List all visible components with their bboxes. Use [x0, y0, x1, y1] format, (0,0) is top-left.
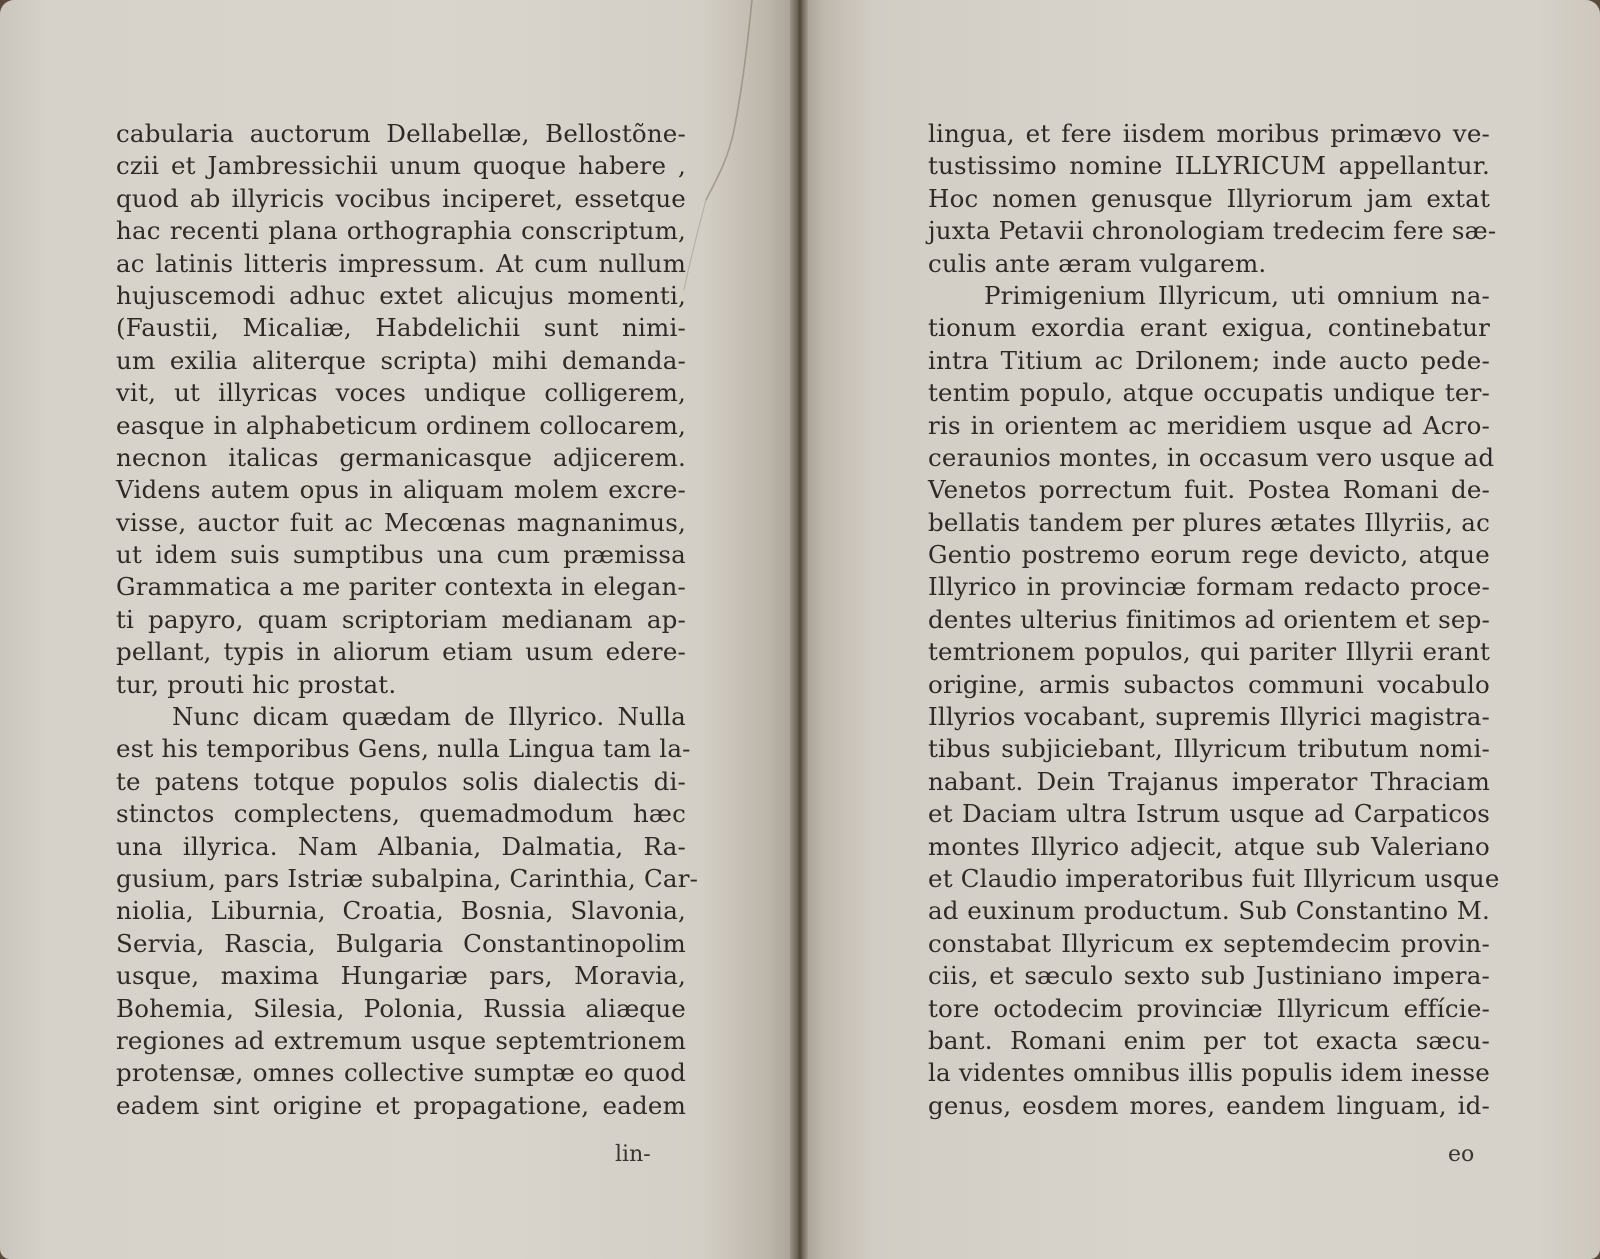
- text-line: una illyrica. Nam Albania, Dalmatia, Ra-: [116, 831, 686, 861]
- text-line: ad euxinum productum. Sub Constantino M.: [928, 896, 1490, 926]
- text-line: stinctos complectens, quemadmodum hæc: [116, 799, 686, 829]
- text-line: temtrionem populos, qui pariter Illyrii erant: [928, 637, 1490, 667]
- right-text-column: [928, 118, 1500, 1122]
- text-line: usque, maxima Hungariæ pars, Moravia,: [116, 961, 686, 991]
- text-line: Gentio postremo eorum rege devicto, atque: [928, 540, 1490, 570]
- left-catchword: lin-: [615, 1142, 651, 1167]
- text-line: nabant. Dein Trajanus imperator Thraciam: [928, 766, 1490, 796]
- text-line: regiones ad extremum usque septemtrionem: [116, 1025, 686, 1055]
- text-line: genus, eosdem mores, eandem linguam, id-: [928, 1090, 1490, 1120]
- text-line: Grammatica a me pariter contexta in elegan-: [116, 572, 686, 602]
- text-line: visse, auctor fuit ac Mecœnas magnanimus,: [116, 507, 686, 537]
- text-line: cabularia auctorum Dellabellæ, Bellostõne-: [116, 119, 686, 148]
- right-catchword: eo: [1448, 1142, 1475, 1167]
- text-line: et Daciam ultra Istrum usque ad Carpaticos: [928, 799, 1490, 829]
- text-line: tur, prouti hic prostat.: [116, 669, 397, 699]
- text-line: bellatis tandem per plures ætates Illyriis, ac: [928, 507, 1490, 537]
- text-line: montes Illyrico adjecit, atque sub Valeriano: [928, 831, 1490, 861]
- text-line: intra Titium ac Drilonem; inde aucto pede-: [928, 345, 1490, 375]
- text-line: ciis, et sæculo sexto sub Justiniano impera-: [928, 961, 1490, 991]
- text-line: necnon italicas germanicasque adjicerem.: [116, 442, 686, 472]
- left-page: [0, 0, 798, 1259]
- text-line: tentim populo, atque occupatis undique ter-: [928, 378, 1490, 408]
- text-line: et Claudio imperatoribus fuit Illyricum usque: [928, 863, 1500, 893]
- text-line: la videntes omnibus illis populis idem inesse: [928, 1058, 1490, 1088]
- left-text-column: [116, 118, 699, 1122]
- text-line: ac latinis litteris impressum. At cum nullum: [116, 248, 686, 278]
- text-line: Illyrios vocabant, supremis Illyrici magistra-: [928, 702, 1490, 732]
- text-line: culis ante æram vulgarem.: [928, 248, 1267, 278]
- text-line: Hoc nomen genusque Illyriorum jam extat: [928, 183, 1490, 213]
- text-line: Illyrico in provinciæ formam redacto proce-: [928, 572, 1490, 602]
- text-line: dentes ulterius finitimos ad orientem et sep-: [928, 604, 1490, 634]
- text-line: Bohemia, Silesia, Polonia, Russia aliæque: [116, 993, 686, 1023]
- text-line: vit, ut illyricas voces undique colligerem,: [116, 378, 686, 408]
- text-line: eadem sint origine et propagatione, eadem: [116, 1090, 686, 1120]
- text-line: Servia, Rascia, Bulgaria Constantinopolim: [116, 928, 686, 958]
- text-line: gusium, pars Istriæ subalpina, Carinthia, Car-: [116, 863, 699, 893]
- text-line: hac recenti plana orthographia conscriptum,: [116, 216, 686, 246]
- text-line: ceraunios montes, in occasum vero usque ad: [928, 442, 1495, 472]
- text-line: tustissimo nomine ILLYRICUM appellantur.: [928, 151, 1490, 181]
- text-line: origine, armis subactos communi vocabulo: [928, 669, 1490, 699]
- text-line: easque in alphabeticum ordinem collocarem,: [116, 410, 686, 440]
- text-line: um exilia aliterque scripta) mihi demanda-: [116, 345, 686, 375]
- text-line: hujuscemodi adhuc extet alicujus momenti,: [116, 280, 686, 310]
- text-line: tionum exordia erant exigua, continebatur: [928, 313, 1490, 343]
- text-line: Videns autem opus in aliquam molem excre-: [116, 475, 686, 505]
- text-line: niolia, Liburnia, Croatia, Bosnia, Slavonia,: [116, 896, 686, 926]
- text-line: tore octodecim provinciæ Illyricum effície-: [928, 993, 1490, 1023]
- text-line: protensæ, omnes collective sumptæ eo quod: [116, 1058, 686, 1088]
- book-gutter: [790, 0, 808, 1259]
- text-line: ti papyro, quam scriptoriam medianam ap-: [116, 604, 686, 634]
- text-line: est his temporibus Gens, nulla Lingua tam la-: [116, 734, 691, 764]
- text-line: juxta Petavii chronologiam tredecim fere sæ-: [928, 216, 1497, 246]
- text-line: Primigenium Illyricum, uti omnium na-: [984, 280, 1490, 310]
- text-line: lingua, et fere iisdem moribus primævo ve-: [928, 119, 1490, 148]
- text-line: tibus subjiciebant, Illyricum tributum nomi-: [928, 734, 1490, 764]
- text-line: Venetos porrectum fuit. Postea Romani de-: [928, 475, 1490, 505]
- text-line: pellant, typis in aliorum etiam usum edere-: [116, 637, 686, 667]
- right-page: [800, 0, 1600, 1259]
- text-line: (Faustii, Micaliæ, Habdelichii sunt nimi-: [116, 313, 686, 343]
- text-line: czii et Jambressichii unum quoque habere ,: [116, 151, 686, 181]
- text-line: ut idem suis sumptibus una cum præmissa: [116, 540, 686, 570]
- text-line: constabat Illyricum ex septemdecim provin-: [928, 928, 1490, 958]
- text-line: quod ab illyricis vocibus inciperet, essetque: [116, 183, 686, 213]
- text-line: bant. Romani enim per tot exacta sæcu-: [928, 1025, 1490, 1055]
- text-line: Nunc dicam quædam de Illyrico. Nulla: [172, 702, 686, 732]
- text-line: te patens totque populos solis dialectis di-: [116, 766, 686, 796]
- text-line: ris in orientem ac meridiem usque ad Acro-: [928, 410, 1490, 440]
